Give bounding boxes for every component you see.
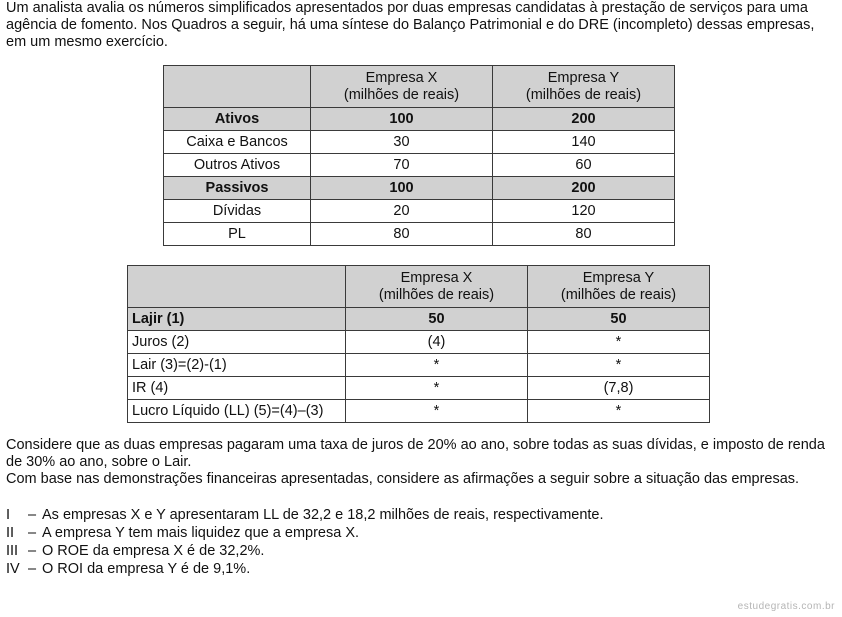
balance-sheet-empresa-x-value: 100 bbox=[311, 177, 493, 200]
statement-dash: – bbox=[27, 507, 37, 523]
income-statement-empresa-x-value: * bbox=[346, 354, 528, 377]
intro-paragraph: Um analista avalia os números simplificados apresentados por duas empresas candidatas à prestação de serviços para uma agência de fomento. Nos Quadros a seguir, há uma síntese do Balanço Patrimonial e do DRE (incompleto) dessas empresas, em um mesmo exercício. bbox=[6, 0, 815, 50]
balance-sheet-row bbox=[164, 131, 675, 154]
income-statement-row bbox=[128, 377, 710, 400]
income-statement-row-label: Lair (3)=(2)-(1) bbox=[128, 354, 346, 377]
header-cell-empresa-y bbox=[528, 266, 710, 308]
header-empresa-x-label: Empresa X (milhões de reais) bbox=[378, 269, 495, 303]
income-statement-empresa-y-value: (7,8) bbox=[528, 377, 710, 400]
balance-sheet-empresa-y-value: 200 bbox=[493, 108, 675, 131]
statement-number: III bbox=[6, 543, 19, 559]
statement-item bbox=[6, 560, 604, 578]
balance-sheet-empresa-y-value: 200 bbox=[493, 177, 675, 200]
balance-sheet-empresa-x-value: 20 bbox=[311, 200, 493, 223]
balance-sheet-row-label: Dívidas bbox=[164, 200, 311, 223]
statement-number: IV bbox=[6, 561, 20, 577]
balance-sheet-row bbox=[164, 108, 675, 131]
balance-sheet-empresa-y-value: 140 bbox=[493, 131, 675, 154]
balance-sheet-row-label: Ativos bbox=[164, 108, 311, 131]
income-statement-empresa-x-value: * bbox=[346, 400, 528, 423]
watermark: estudegratis.com.br bbox=[737, 601, 835, 612]
income-statement-empresa-y-value: * bbox=[528, 331, 710, 354]
income-statement-row bbox=[128, 308, 710, 331]
income-statement-row-label: IR (4) bbox=[128, 377, 346, 400]
balance-sheet-empresa-x-value: 70 bbox=[311, 154, 493, 177]
balance-sheet-empresa-y-value: 60 bbox=[493, 154, 675, 177]
income-statement-row-label: Lucro Líquido (LL) (5)=(4)–(3) bbox=[128, 400, 346, 423]
balance-sheet-empresa-y-value: 80 bbox=[493, 223, 675, 246]
statement-item bbox=[6, 506, 604, 524]
balance-sheet-row-label: PL bbox=[164, 223, 311, 246]
income-statement-empresa-y-value: * bbox=[528, 354, 710, 377]
instructions-text: Com base nas demonstrações financeiras apresentadas, considere as afirmações a seguir sobre a situação das empresas. bbox=[6, 471, 800, 487]
statement-text: O ROI da empresa Y é de 9,1%. bbox=[42, 561, 251, 577]
income-statement-empresa-y-value: 50 bbox=[528, 308, 710, 331]
balance-sheet-row bbox=[164, 177, 675, 200]
balance-sheet-row bbox=[164, 200, 675, 223]
header-cell-empresa-x bbox=[311, 66, 493, 108]
statement-number: I bbox=[6, 507, 11, 523]
statement-dash: – bbox=[27, 543, 37, 559]
balance-sheet-empresa-x-value: 30 bbox=[311, 131, 493, 154]
income-statement-table bbox=[127, 265, 710, 423]
statement-item bbox=[6, 524, 604, 542]
assumptions-text: Considere que as duas empresas pagaram uma taxa de juros de 20% ao ano, sobre todas as suas dívidas, e imposto de renda de 30% ao ano, sobre o Lair. bbox=[6, 437, 825, 470]
income-statement-row bbox=[128, 400, 710, 423]
header-cell-empty bbox=[128, 266, 346, 308]
balance-sheet-header-row bbox=[164, 66, 675, 108]
balance-sheet-row bbox=[164, 223, 675, 246]
statements-list bbox=[6, 506, 604, 578]
balance-sheet-empresa-x-value: 100 bbox=[311, 108, 493, 131]
income-statement-empresa-x-value: 50 bbox=[346, 308, 528, 331]
header-cell-empresa-x bbox=[346, 266, 528, 308]
statement-text: O ROE da empresa X é de 32,2%. bbox=[42, 543, 265, 559]
balance-sheet-table bbox=[163, 65, 675, 246]
header-cell-empty bbox=[164, 66, 311, 108]
statement-item bbox=[6, 542, 604, 560]
balance-sheet-row bbox=[164, 154, 675, 177]
header-empresa-y-label: Empresa Y (milhões de reais) bbox=[560, 269, 677, 303]
statement-text: A empresa Y tem mais liquidez que a empresa X. bbox=[42, 525, 360, 541]
statement-number: II bbox=[6, 525, 15, 541]
statement-dash: – bbox=[27, 525, 37, 541]
income-statement-row-label: Lajir (1) bbox=[128, 308, 346, 331]
income-statement-body bbox=[128, 308, 710, 423]
income-statement-header-row bbox=[128, 266, 710, 308]
balance-sheet-body bbox=[164, 108, 675, 246]
balance-sheet-empresa-y-value: 120 bbox=[493, 200, 675, 223]
income-statement-row bbox=[128, 354, 710, 377]
balance-sheet-row-label: Caixa e Bancos bbox=[164, 131, 311, 154]
income-statement-row-label: Juros (2) bbox=[128, 331, 346, 354]
header-empresa-y-label: Empresa Y (milhões de reais) bbox=[525, 69, 642, 103]
header-empresa-x-label: Empresa X (milhões de reais) bbox=[343, 69, 460, 103]
income-statement-row bbox=[128, 331, 710, 354]
header-cell-empresa-y bbox=[493, 66, 675, 108]
income-statement-empresa-y-value: * bbox=[528, 400, 710, 423]
assumptions-paragraph bbox=[6, 437, 836, 488]
income-statement-empresa-x-value: * bbox=[346, 377, 528, 400]
statement-text: As empresas X e Y apresentaram LL de 32,2 e 18,2 milhões de reais, respectivamente. bbox=[42, 507, 604, 523]
balance-sheet-row-label: Passivos bbox=[164, 177, 311, 200]
income-statement-empresa-x-value: (4) bbox=[346, 331, 528, 354]
balance-sheet-row-label: Outros Ativos bbox=[164, 154, 311, 177]
balance-sheet-empresa-x-value: 80 bbox=[311, 223, 493, 246]
statement-dash: – bbox=[27, 561, 37, 577]
